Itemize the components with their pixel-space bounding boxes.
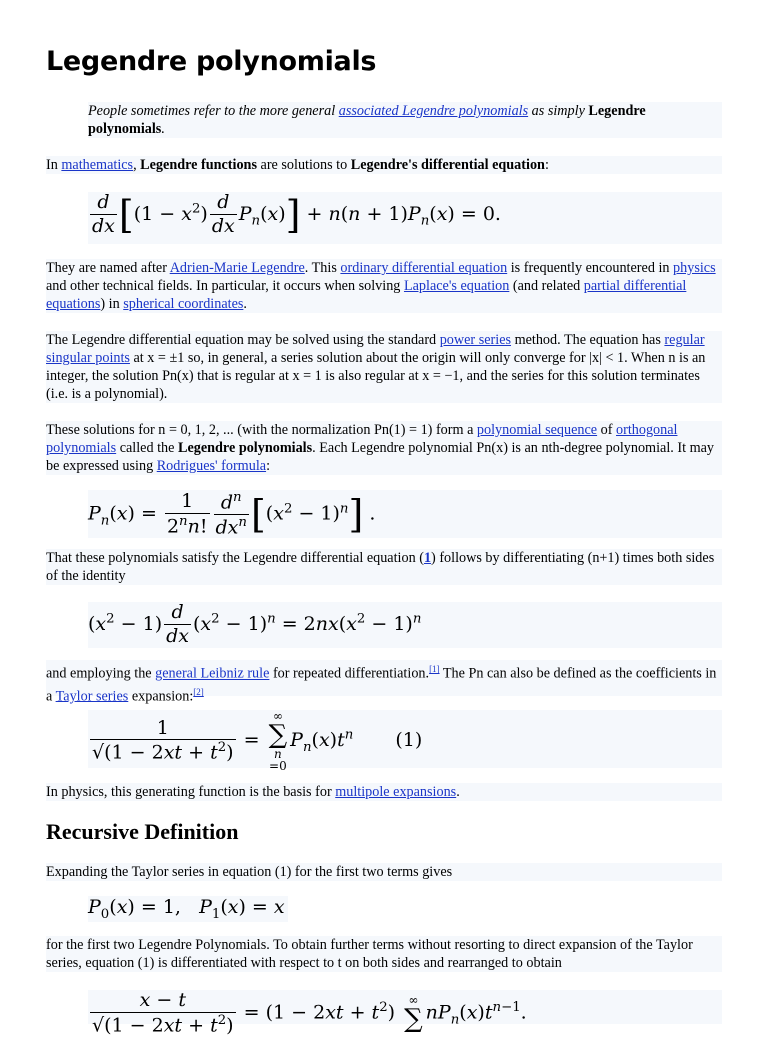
equation-1-link[interactable]: 1: [423, 550, 432, 566]
reference-1[interactable]: [1]: [429, 664, 440, 674]
paragraph-expanding: Expanding the Taylor series in equation (1) for the first two terms gives: [46, 863, 722, 881]
page-title: Legendre polynomials: [46, 46, 377, 77]
laplace-equation-link[interactable]: Laplace's equation: [403, 278, 510, 294]
recurrence-equation: $\frac{x - t}{√(1 - 2xt + t^2)}$ = $(1 - 2xt + t^2)$ ∞ ∑ $nP_n(x)t^{n-1}$.: [88, 990, 722, 1024]
pde-link[interactable]: partial differential equations: [46, 278, 687, 312]
generating-function: $\frac{1}{√(1 - 2xt + t^2)}$ = ∞ ∑ n $=0P_n(x)t^n$ (1): [88, 710, 722, 768]
taylor-series-link[interactable]: Taylor series: [55, 688, 129, 705]
leibniz-rule-link[interactable]: general Leibniz rule: [155, 665, 270, 682]
hatnote: People sometimes refer to the more general associated Legendre polynomials as simply Legendre polynomials.: [88, 102, 722, 138]
paragraph-further-terms: for the first two Legendre Polynomials. To obtain further terms without resorting to direct expansion of the Taylor series, equation (1) is differentiated with respect to t on both sides and rearranged to obtain: [46, 936, 722, 972]
intro-paragraph: In mathematics, Legendre functions are solutions to Legendre's differential equation:: [46, 156, 722, 174]
mathematics-link[interactable]: mathematics: [61, 157, 134, 173]
power-series-link[interactable]: power series: [439, 332, 512, 348]
ode-link[interactable]: ordinary differential equation: [340, 260, 508, 276]
paragraph-power-series: The Legendre differential equation may be solved using the standard power series method. The equation has regular singular points at x = ±1 so, in general, a series solution about the origin will only converge for |x| < 1. When n is an integer, the solution Pn(x) that is regular at x = 1 is also regular at x = −1, and the series for this solution terminates (i.e. is a polynomial).: [46, 331, 722, 403]
identity-equation: $(x^2 - 1)$ $\frac{d}{dx}$ $(x^2 - 1)^n = 2nx(x^2 - 1)^n$: [88, 602, 722, 648]
polynomial-sequence-link[interactable]: polynomial sequence: [476, 422, 598, 438]
associated-legendre-link[interactable]: associated Legendre polynomials: [338, 103, 529, 119]
legendre-link[interactable]: Adrien-Marie Legendre: [169, 260, 305, 276]
reference-2[interactable]: [2]: [193, 686, 204, 697]
multipole-link[interactable]: multipole expansions: [335, 784, 457, 800]
spherical-coordinates-link[interactable]: spherical coordinates: [123, 296, 244, 312]
section-heading-recursive: Recursive Definition: [46, 819, 239, 844]
rodrigues-formula: $P_n(x)$ = $\frac{1}{2^nn!}$ $\frac{d^n}{dx^n}$ $[(x^2 - 1)^n]$ .: [88, 490, 722, 538]
paragraph-satisfy: That these polynomials satisfy the Legendre differential equation (1) follows by differentiating (n+1) times both sides of the identity: [46, 549, 722, 585]
physics-link[interactable]: physics: [673, 260, 716, 276]
paragraph-solutions: These solutions for n = 0, 1, 2, ... (with the normalization Pn(1) = 1) form a polynomial sequence of orthogonal polynomials called the Legendre polynomials. Each Legendre polynomial Pn(x) is an nth-degree polynomial. It may be expressed using Rodrigues' formula:: [46, 421, 722, 475]
legendre-differential-equation: $\frac{d}{dx}$ [$(1 - x^2)$ $\frac{d}{dx}$ $P_n(x)] + n(n + 1)P_n(x) = 0$.: [88, 192, 722, 244]
rodrigues-formula-link[interactable]: Rodrigues' formula: [156, 458, 267, 474]
paragraph-leibniz: and employing the general Leibniz rule for repeated differentiation.[1] The Pn can also be defined as the coefficients in a Taylor series expansion:[2]: [46, 660, 722, 696]
paragraph-multipole: In physics, this generating function is the basis for multipole expansions.: [46, 783, 722, 801]
equation-number: (1): [395, 729, 423, 751]
regular-singular-points-link[interactable]: regular singular points: [46, 332, 705, 366]
paragraph-named-after: They are named after Adrien-Marie Legendre. This ordinary differential equation is frequently encountered in physics and other technical fields. In particular, it occurs when solving Laplace's equation (and related partial differential equations) in spherical coordinates.: [46, 259, 722, 313]
orthogonal-polynomials-link[interactable]: orthogonal polynomials: [46, 422, 678, 456]
p0-p1-equation: $P_0(x) = 1$, $P_1(x) = x$: [88, 896, 288, 922]
